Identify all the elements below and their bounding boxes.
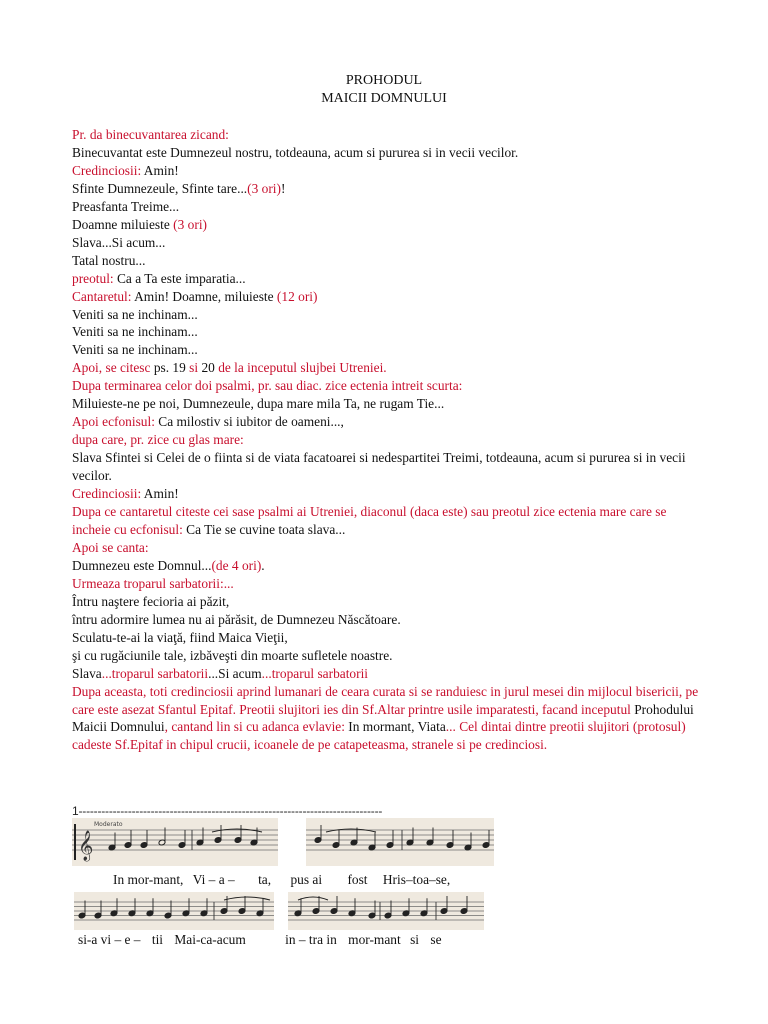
text-line: [72, 323, 704, 341]
rubric-text: Apoi, se citesc: [72, 360, 154, 376]
prayer-text: 20: [201, 360, 219, 376]
text-line: [72, 683, 704, 755]
prayer-text: şi cu rugăciunile tale, izbăveşti din moarte sufletele noastre.: [72, 647, 393, 663]
lyrics-row-1: [113, 872, 450, 888]
lyric-syllable: tii: [151, 932, 164, 947]
rubric-text: (3 ori): [247, 180, 281, 196]
rubric-text: Urmeaza troparul sarbatorii:...: [72, 575, 234, 591]
prayer-text: Ca a Ta este imparatia...: [117, 270, 246, 286]
rubric-text: ... Cel dintai dintre preotii slujitori (protosul) cadeste Sf.Epitaf in chipul crucii, icoanele de pe catapeteasma, stranele si pe credinciosi.: [72, 719, 686, 753]
rubric-text: Apoi ecfonisul:: [72, 414, 159, 430]
lyric-syllable: pus ai: [290, 872, 323, 887]
rubric-text: Credinciosii:: [72, 486, 144, 502]
prayer-text: ...Si acum: [208, 665, 262, 681]
staff-notation: [74, 892, 274, 930]
text-line: [72, 557, 704, 575]
rubric-text: Cantaretul:: [72, 288, 135, 304]
text-line: [72, 234, 704, 252]
slur-mark: [326, 829, 376, 832]
music-staff-3: [74, 892, 274, 930]
text-line: [72, 252, 704, 270]
rubric-text: si: [189, 360, 202, 376]
staff-notation: [72, 818, 278, 866]
rubric-text: (de 4 ori): [211, 557, 262, 573]
treble-clef-icon: 𝄞: [78, 831, 94, 861]
text-line: [72, 126, 704, 144]
section-separator: 1--------------------------------------------------------------------------------: [72, 804, 383, 818]
staff-notation: [306, 818, 494, 866]
slur-mark: [212, 829, 262, 832]
prayer-text: Sfinte Dumnezeule, Sfinte tare...: [72, 180, 248, 196]
text-line: [72, 288, 704, 306]
prayer-text: Slava...Si acum...: [72, 234, 166, 250]
prayer-text: .: [261, 557, 265, 573]
liturgical-text: [72, 126, 704, 754]
text-line: [72, 395, 704, 413]
prayer-text: Sculatu-te-ai la viaţă, fiind Maica Vieţii,: [72, 629, 288, 645]
rubric-text: ...troparul sarbatorii: [101, 665, 209, 681]
text-line: [72, 647, 704, 665]
rubric-text: (3 ori): [173, 216, 207, 232]
tempo-marking: Moderato: [94, 821, 123, 828]
lyric-syllable: mor-mant: [348, 932, 401, 947]
prayer-text: Preasfanta Treime...: [72, 198, 180, 214]
text-line: [72, 162, 704, 180]
text-line: [72, 306, 704, 324]
rubric-text: Dupa ce cantaretul citeste cei sase psalmi ai Utreniei, diaconul (daca este) sau preotul zice ectenia mare care se incheie cu ecfonisul:: [72, 504, 667, 537]
lyric-syllable: Mai-ca-acum: [174, 932, 246, 947]
prayer-text: Amin!: [143, 162, 179, 178]
prayer-text: Amin! Doamne, miluieste: [134, 288, 277, 304]
text-line: [72, 216, 704, 234]
text-line: [72, 377, 704, 395]
lyric-syllable: Hris–toa–se,: [382, 872, 451, 887]
text-line: [72, 198, 704, 216]
prayer-text: Veniti sa ne inchinam...: [72, 342, 198, 358]
lyric-syllable: in – tra in: [285, 932, 337, 947]
text-line: [72, 413, 704, 431]
text-line: [72, 665, 704, 683]
prayer-text: Prohodului Maicii Domnului: [72, 701, 694, 735]
rubric-text: preotul:: [72, 270, 117, 286]
text-line: [72, 575, 704, 593]
music-staff-2: [306, 818, 494, 866]
rubric-text: Dupa terminarea celor doi psalmi, pr. sau diac. zice ectenia intreit scurta:: [72, 378, 463, 394]
lyric-syllable: In mor-mant,: [113, 872, 184, 887]
lyric-syllable: fost: [347, 872, 368, 887]
prayer-text: Dumnezeu este Domnul...: [72, 557, 212, 573]
staff-notation: [288, 892, 484, 930]
text-line: [72, 593, 704, 611]
lyric-syllable: si-a vi – e –: [78, 932, 141, 947]
document-title-line-2: MAICII DOMNULUI: [321, 91, 447, 106]
prayer-text: Veniti sa ne inchinam...: [72, 324, 198, 340]
text-line: [72, 503, 704, 539]
document-title-line-1: PROHODUL: [345, 73, 423, 88]
prayer-text: In mormant, Viata: [348, 719, 446, 735]
prayer-text: întru adormire lumea nu ai părăsit, de Dumnezeu Născătoare.: [72, 611, 401, 627]
text-line: [72, 180, 704, 198]
prayer-text: Ca Tie se cuvine toata slava...: [186, 521, 346, 537]
rubric-text: (12 ori): [276, 288, 318, 304]
text-line: [72, 485, 704, 503]
lyric-syllable: si: [410, 932, 420, 947]
music-staff-4: [288, 892, 484, 930]
prayer-text: Ca milostiv si iubitor de oameni...,: [158, 414, 344, 430]
slur-mark: [298, 897, 328, 900]
text-line: [72, 341, 704, 359]
prayer-text: Întru naştere fecioria ai păzit,: [72, 593, 230, 609]
rubric-text: dupa care, pr. zice cu glas mare:: [72, 432, 244, 448]
rubric-text: , cantand lin si cu adanca evlavie:: [164, 719, 349, 735]
prayer-text: Binecuvantat este Dumnezeul nostru, totdeauna, acum si pururea si in vecii vecilor.: [72, 144, 519, 160]
prayer-text: ps. 19: [153, 360, 190, 376]
rubric-text: Credinciosii:: [72, 162, 144, 178]
lyrics-row-2: [78, 932, 442, 948]
text-line: [72, 629, 704, 647]
text-line: [72, 270, 704, 288]
text-line: [72, 431, 704, 449]
rubric-text: Pr. da binecuvantarea zicand:: [72, 127, 229, 142]
prayer-text: Miluieste-ne pe noi, Dumnezeule, dupa mare mila Ta, ne rugam Tie...: [72, 396, 445, 412]
prayer-text: Slava: [72, 665, 102, 681]
rubric-text: Apoi se canta:: [72, 539, 149, 555]
rubric-text: Dupa aceasta, toti credinciosii aprind lumanari de ceara curata si se randuiesc in jurul mesei din mijlocul bisericii, pe care este asezat Sfantul Epitaf. Preotii slujitori ies din Sf.Altar printre usile imparatesti, facand inceputul: [72, 683, 699, 717]
prayer-text: Slava Sfintei si Celei de o fiinta si de viata facatoarei si nedespartitei Treimi, totdeauna, acum si pururea si in vecii vecilor.: [72, 450, 686, 484]
lyric-syllable: Vi – a –: [192, 872, 235, 887]
prayer-text: !: [280, 180, 286, 196]
rubric-text: ...troparul sarbatorii: [261, 665, 369, 681]
lyric-syllable: se: [430, 932, 442, 947]
rubric-text: de la inceputul slujbei Utreniei.: [218, 360, 387, 376]
lyric-syllable: ta,: [258, 872, 272, 887]
music-staff-1: [72, 818, 278, 866]
text-line: [72, 359, 704, 377]
prayer-text: Amin!: [143, 486, 179, 502]
text-line: [72, 144, 704, 162]
prayer-text: Doamne miluieste: [72, 216, 174, 232]
text-line: [72, 611, 704, 629]
text-line: [72, 539, 704, 557]
prayer-text: Tatal nostru...: [72, 252, 146, 268]
prayer-text: Veniti sa ne inchinam...: [72, 306, 198, 322]
text-line: [72, 449, 704, 485]
